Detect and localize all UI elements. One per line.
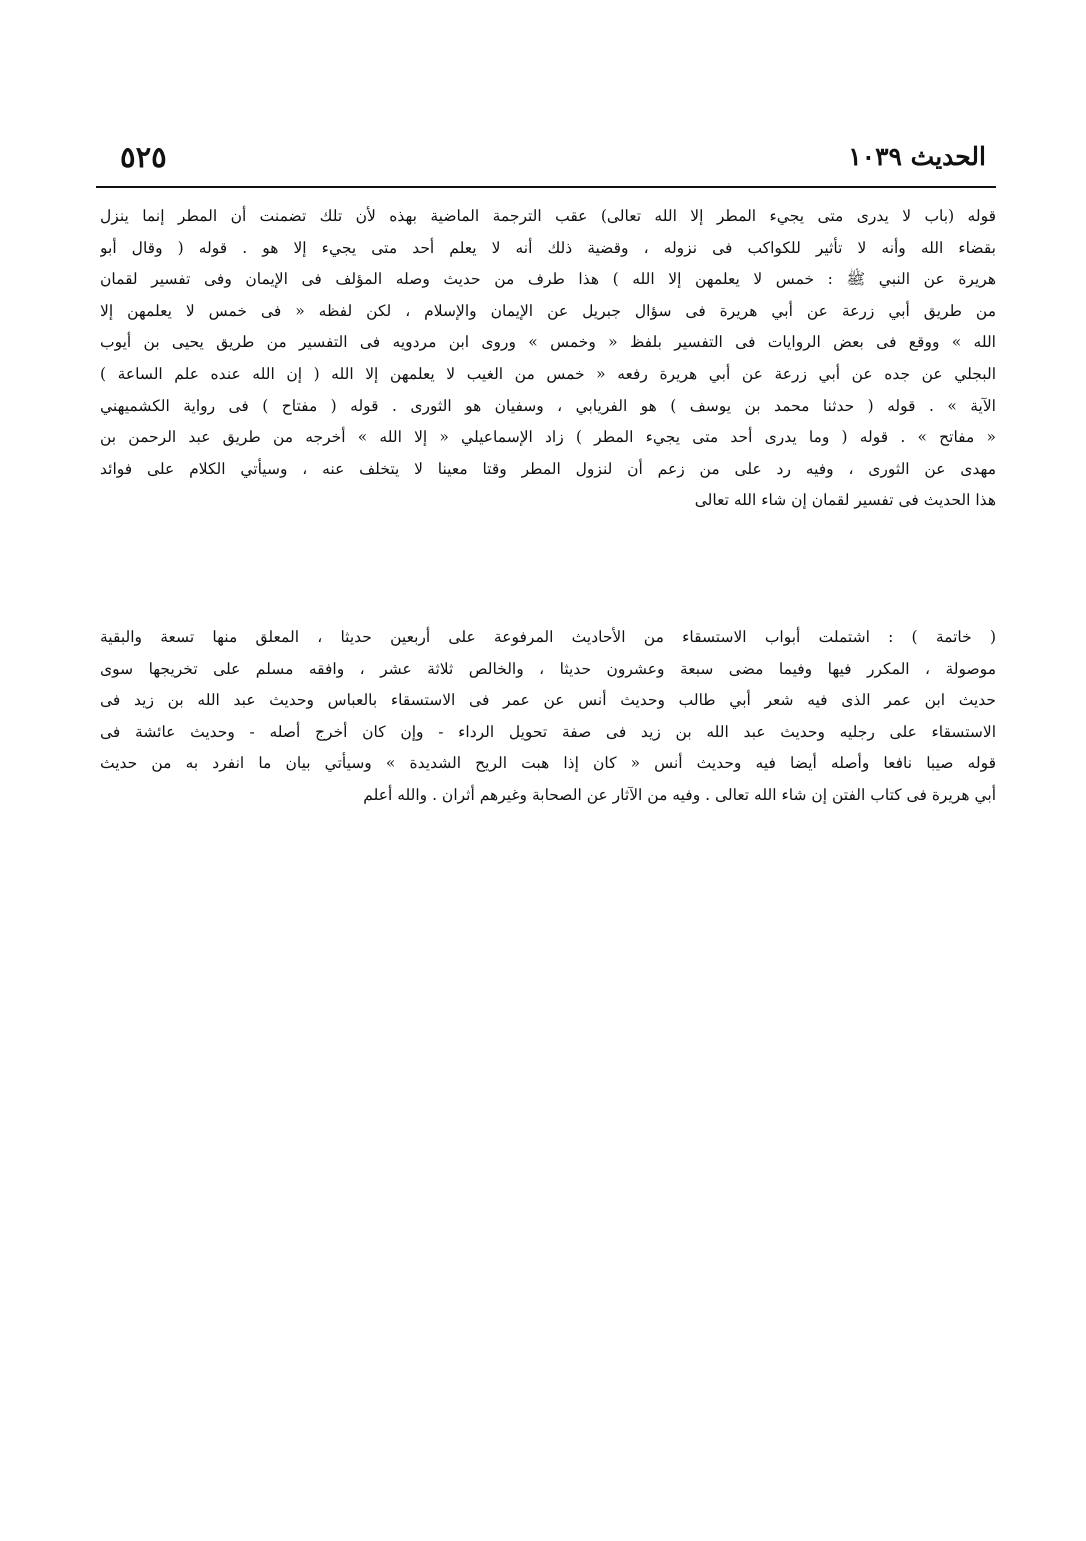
text-line: قوله (باب لا يدرى متى يجيء المطر إلا الله تعالى) عقب الترجمة الماضية بهذه لأن تلك تضمنت أن المطر إنما ينزل <box>100 207 996 225</box>
text-line: بقضاء الله وأنه لا تأثير للكواكب فى نزوله ، وقضية ذلك أنه لا يعلم أحد متى يجيء إلا هو . قوله ( وقال أبو <box>100 238 996 257</box>
text-line: حديث ابن عمر الذى فيه شعر أبي طالب وحديث أنس عن عمر فى الاستسقاء بالعباس وحديث عبد الله بن زيد فى <box>100 691 996 710</box>
text-line: الآية » . قوله ( حدثنا محمد بن يوسف ) هو الفريابي ، وسفيان هو الثورى . قوله ( مفتاح ) فى رواية الكشميهني <box>100 396 996 415</box>
text-line: ( خاتمة ) : اشتملت أبواب الاستسقاء من الأحاديث المرفوعة على أربعين حديثا ، المعلق منها تسعة والبقية <box>100 628 996 646</box>
text-line: قوله صيبا نافعا وأصله أيضا فيه وحديث أنس « كان إذا هبت الريح الشديدة » وسيأتي بيان ما انفرد به من حديث <box>100 754 996 773</box>
text-line: مهدى عن الثورى ، وفيه رد على من زعم أن لنزول المطر وقتا معينا لا يتخلف عنه ، وسيأتي الكلام على فوائد <box>100 459 996 478</box>
text-line: موصولة ، المكرر فيها وفيما مضى سبعة وعشرون حديثا ، والخالص ثلاثة عشر ، وافقه مسلم على تخريجها سوى <box>100 659 996 678</box>
header-title: الحديث ١٠٣٩ <box>848 142 986 171</box>
text-line: هذا الحديث فى تفسير لقمان إن شاء الله تعالى <box>694 491 996 510</box>
paragraph-commentary <box>100 201 996 517</box>
text-line: البجلي عن جده عن أبي زرعة عن أبي هريرة رفعه « خمس من الغيب لا يعلمهن إلا الله ( إن الله عنده علم الساعة ) <box>100 364 996 383</box>
text-line: من طريق أبي زرعة عن أبي هريرة فى سؤال جبريل عن الإيمان والإسلام ، لكن لفظه « فى خمس لا يعلمهن إلا <box>100 301 996 320</box>
text-line: الاستسقاء على رجليه وحديث عبد الله بن زيد فى صفة تحويل الرداء - وإن كان أخرج أصله - وحديث عائشة فى <box>100 722 996 741</box>
header-rule <box>96 186 996 188</box>
page-number: ٥٢٥ <box>120 140 167 174</box>
text-line: هريرة عن النبي ﷺ : خمس لا يعلمهن إلا الله ) هذا طرف من حديث وصله المؤلف فى الإيمان وفى تفسير لقمان <box>100 270 996 289</box>
paragraph-conclusion <box>100 622 996 812</box>
text-line: « مفاتح » . قوله ( وما يدرى أحد متى يجيء المطر ) زاد الإسماعيلي « إلا الله » أخرجه من طريق عبد الرحمن بن <box>100 428 996 447</box>
running-header <box>100 140 996 184</box>
text-line: الله » ووقع فى بعض الروايات فى التفسير بلفظ « وخمس » وروى ابن مردويه فى التفسير من طريق يحيى بن أيوب <box>100 333 996 352</box>
text-line: أبي هريرة فى كتاب الفتن إن شاء الله تعالى . وفيه من الآثار عن الصحابة وغيرهم أثران . والله أعلم <box>363 785 996 804</box>
